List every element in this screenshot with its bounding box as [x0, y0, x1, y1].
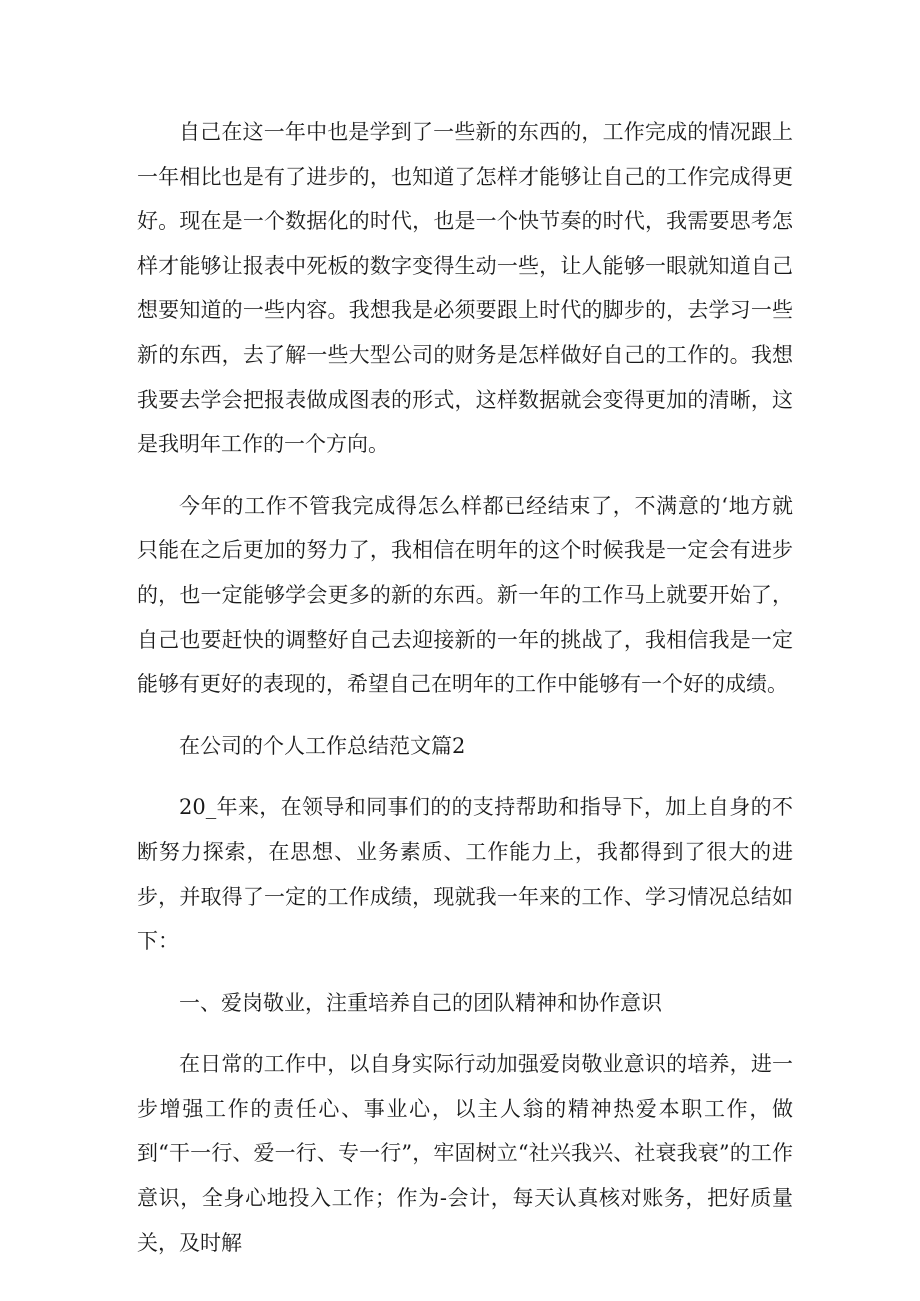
paragraph-learning: 自己在这一年中也是学到了一些新的东西的，工作完成的情况跟上一年相比也是有了进步的，也知道了怎样才能够让自己的工作完成得更好。现在是一个数据化的时代，也是一个快节奏的时代，我需要思考怎样才能够让报表中死板的数字变得生动一些，让人能够一眼就知道自己想要知道的一些内容。我想我是必须要跟上时代的脚步的，去学习一些新的东西，去了解一些大型公司的财务是怎样做好自己的工作的。我想我要去学会把报表做成图表的形式，这样数据就会变得更加的清晰，这是我明年工作的一个方向。	[137, 120, 793, 457]
paragraph-outlook: 今年的工作不管我完成得怎么样都已经结束了，不满意的‘地方就只能在之后更加的努力了，我相信在明年的这个时候我是一定会有进步的，也一定能够学会更多的新的东西。新一年的工作马上就要开始了，自己也要赶快的调整好自己去迎接新的一年的挑战了，我相信我是一定能够有更好的表现的，希望自己在明年的工作中能够有一个好的成绩。	[137, 493, 793, 697]
document-page	[137, 110, 793, 1282]
article-heading: 在公司的个人工作总结范文篇2	[179, 733, 466, 758]
section-title: 一、爱岗敬业，注重培养自己的团队精神和协作意识	[179, 990, 662, 1015]
paragraph-intro: 20_年来，在领导和同事们的的支持帮助和指导下，加上自身的不断努力探索，在思想、业务素质、工作能力上，我都得到了很大的进步，并取得了一定的工作成绩，现就我一年来的工作、学习情况总结如下：	[137, 795, 793, 954]
paragraph-section-body: 在日常的工作中，以自身实际行动加强爱岗敬业意识的培养，进一步增强工作的责任心、事业心，以主人翁的精神热爱本职工作，做到“干一行、爱一行、专一行”，牢固树立“社兴我兴、社衰我衰”的工作意识，全身心地投入工作；作为-会计，每天认真核对账务，把好质量关，及时解	[137, 1052, 793, 1255]
